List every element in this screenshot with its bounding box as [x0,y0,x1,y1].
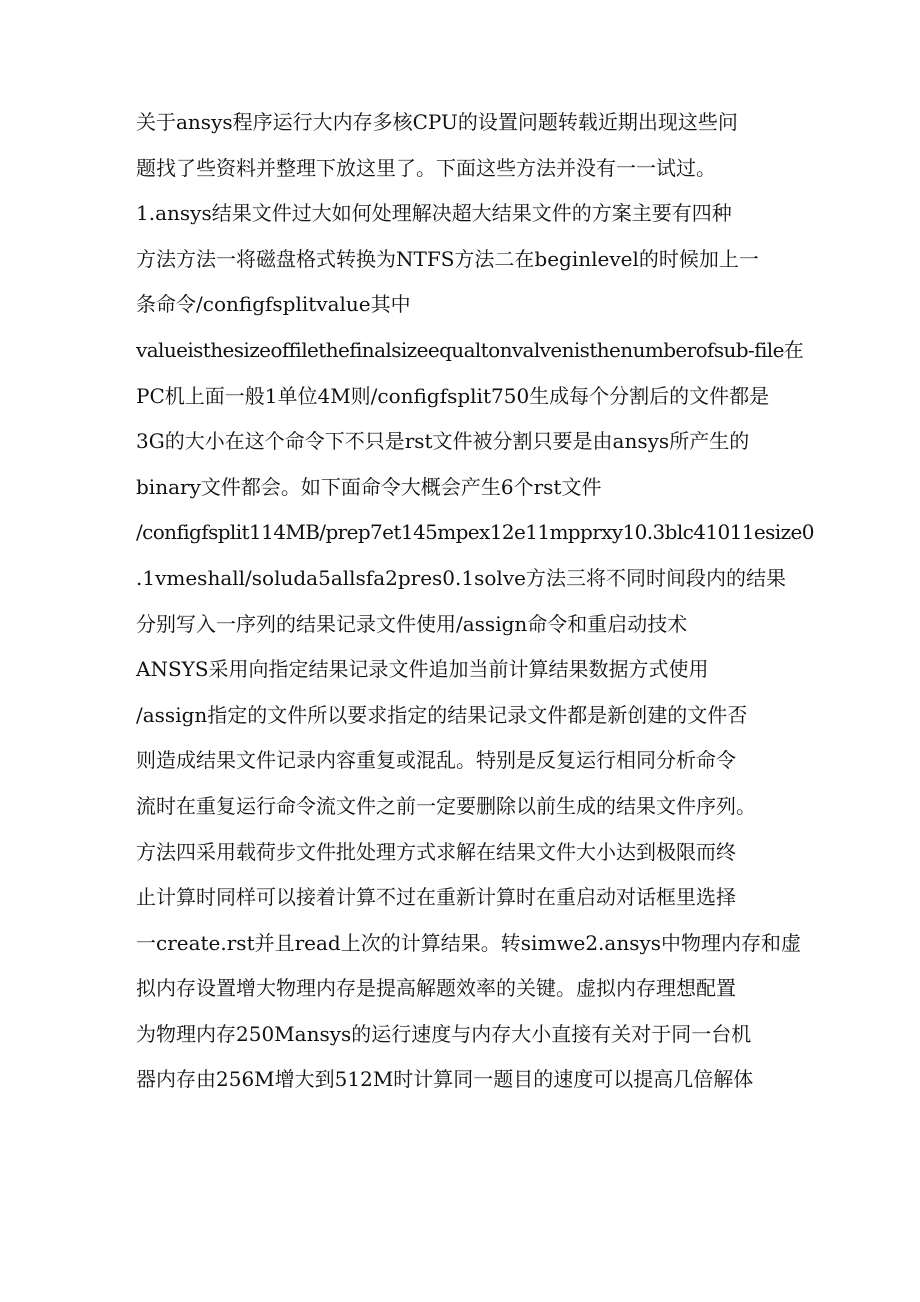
text-line: /configfsplit114MB/prep7et145mpex12e11mpprxy10.3blc41011esize0 [136,520,814,545]
text-line: 1.ansys结果文件过大如何处理解决超大结果文件的方案主要有四种 [136,201,732,226]
text-line: 止计算时同样可以接着计算不过在重新计算时在重启动对话框里选择 [136,885,736,910]
text-line: ANSYS采用向指定结果记录文件追加当前计算结果数据方式使用 [136,657,709,682]
text-line: .1vmeshall/soluda5allsfa2pres0.1solve方法三将不同时间段内的结果 [136,565,786,590]
text-line: 关于ansys程序运行大内存多核CPU的设置问题转载近期出现这些问 [136,110,738,134]
text-line: 方法方法一将磁盘格式转换为NTFS方法二在beginlevel的时候加上一 [136,246,759,271]
text-line: 3G的大小在这个命令下不只是rst文件被分割只要是由ansys所产生的 [136,429,750,454]
text-line: 方法四采用载荷步文件批处理方式求解在结果文件大小达到极限而终 [136,839,736,864]
text-line: 流时在重复运行命令流文件之前一定要删除以前生成的结果文件序列。 [136,793,756,818]
body-text [136,100,816,1103]
text-line: 为物理内存250Mansys的运行速度与内存大小直接有关对于同一台机 [136,1021,752,1046]
text-line: binary文件都会。如下面命令大概会产生6个rst文件 [136,474,602,499]
text-line: 则造成结果文件记录内容重复或混乱。特别是反复运行相同分析命令 [136,748,736,773]
text-line: PC机上面一般1单位4M则/configfsplit750生成每个分割后的文件都是 [136,383,770,408]
text-line: valueisthesizeoffilethefinalsizeequaltonvalvenisthenumberofsub-file在 [136,337,804,362]
text-line: 分别写入一序列的结果记录文件使用/assign命令和重启动技术 [136,611,688,636]
text-line: 条命令/configfsplitvalue其中 [136,292,411,317]
text-line: 题找了些资料并整理下放这里了。下面这些方法并没有一一试过。 [136,155,716,180]
text-line: 器内存由256M增大到512M时计算同一题目的速度可以提高几倍解体 [136,1067,754,1092]
text-line: 拟内存设置增大物理内存是提高解题效率的关键。虚拟内存理想配置 [136,976,736,1001]
text-line: 一create.rst并且read上次的计算结果。转simwe2.ansys中物理内存和虚 [136,930,802,955]
text-line: /assign指定的文件所以要求指定的结果记录文件都是新创建的文件否 [136,702,748,727]
